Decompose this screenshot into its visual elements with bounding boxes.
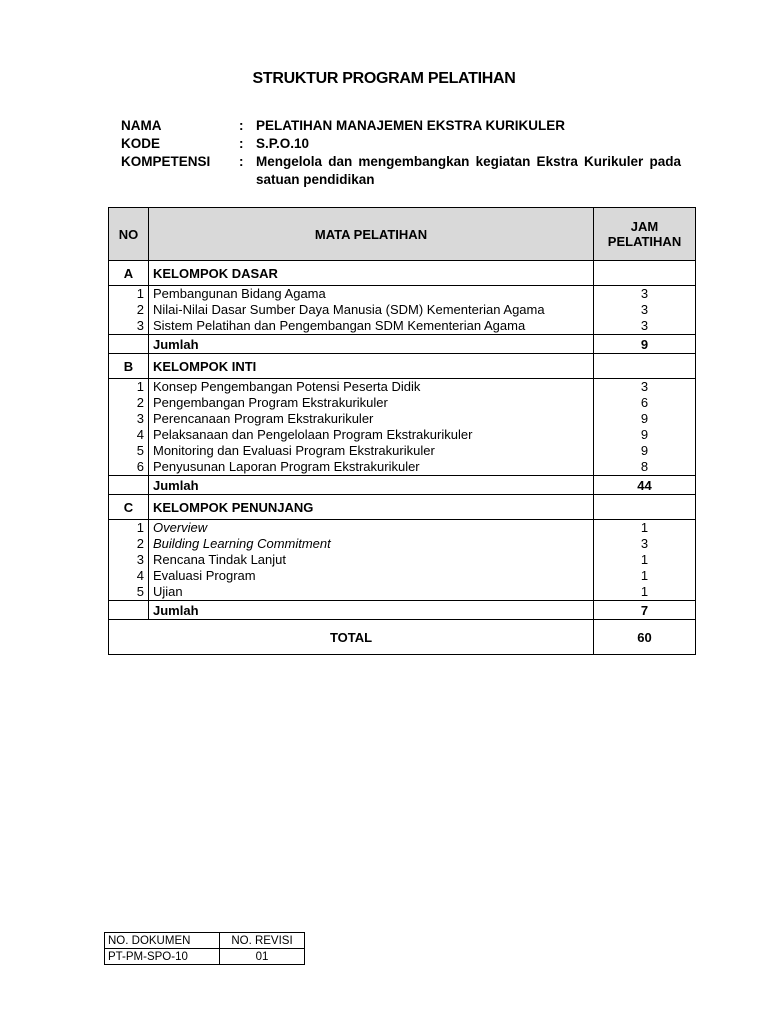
meta-row-kompetensi (121, 153, 681, 189)
table-row (109, 536, 696, 552)
item-jam: 6 (594, 395, 696, 411)
item-no: 3 (109, 318, 149, 335)
header-no: NO (109, 208, 149, 261)
item-jam: 3 (594, 536, 696, 552)
sum-no-empty (109, 601, 149, 620)
kode-value: S.P.O.10 (256, 136, 310, 151)
sum-value: 7 (594, 601, 696, 620)
table-row (109, 286, 696, 303)
item-jam: 1 (594, 552, 696, 568)
header-mata-pelatihan: MATA PELATIHAN (149, 208, 594, 261)
table-row (109, 584, 696, 601)
no-dokumen-value: PT-PM-SPO-10 (105, 949, 220, 965)
item-no: 2 (109, 395, 149, 411)
item-name: Pelaksanaan dan Pengelolaan Program Ekstrakurikuler (149, 427, 594, 443)
total-label: TOTAL (109, 620, 594, 655)
item-name: Overview (149, 520, 594, 537)
item-no: 3 (109, 411, 149, 427)
table-row (109, 520, 696, 537)
meta-row-kode (121, 135, 681, 153)
sum-value: 44 (594, 476, 696, 495)
colon: : (239, 118, 244, 133)
doc-info-header-row (105, 933, 305, 949)
sum-row (109, 476, 696, 495)
nama-value: PELATIHAN MANAJEMEN EKSTRA KURIKULER (256, 118, 566, 133)
group-name: KELOMPOK DASAR (149, 261, 594, 286)
sum-label: Jumlah (149, 601, 594, 620)
table-row (109, 443, 696, 459)
item-jam: 9 (594, 443, 696, 459)
item-jam: 9 (594, 411, 696, 427)
colon: : (239, 136, 244, 151)
group-jam-empty (594, 354, 696, 379)
no-dokumen-label: NO. DOKUMEN (105, 933, 220, 949)
item-jam: 3 (594, 286, 696, 303)
item-no: 1 (109, 286, 149, 303)
item-name: Pembangunan Bidang Agama (149, 286, 594, 303)
item-no: 3 (109, 552, 149, 568)
item-no: 1 (109, 520, 149, 537)
sum-no-empty (109, 335, 149, 354)
sum-label: Jumlah (149, 335, 594, 354)
item-name: Penyusunan Laporan Program Ekstrakurikuler (149, 459, 594, 476)
item-name: Building Learning Commitment (149, 536, 594, 552)
item-jam: 1 (594, 584, 696, 601)
item-jam: 8 (594, 459, 696, 476)
doc-info-value-row (105, 949, 305, 965)
group-jam-empty (594, 261, 696, 286)
item-name: Evaluasi Program (149, 568, 594, 584)
table-row (109, 379, 696, 396)
group-row (109, 261, 696, 286)
program-meta (121, 117, 681, 189)
item-no: 2 (109, 536, 149, 552)
no-revisi-value: 01 (220, 949, 305, 965)
item-name: Konsep Pengembangan Potensi Peserta Didik (149, 379, 594, 396)
sum-value: 9 (594, 335, 696, 354)
item-name: Pengembangan Program Ekstrakurikuler (149, 395, 594, 411)
table-body (109, 261, 696, 655)
item-jam: 3 (594, 379, 696, 396)
item-no: 2 (109, 302, 149, 318)
item-jam: 1 (594, 520, 696, 537)
item-no: 4 (109, 568, 149, 584)
table-row (109, 552, 696, 568)
table-row (109, 427, 696, 443)
item-jam: 3 (594, 318, 696, 335)
item-no: 1 (109, 379, 149, 396)
group-name: KELOMPOK PENUNJANG (149, 495, 594, 520)
table-row (109, 318, 696, 335)
meta-row-nama (121, 117, 681, 135)
group-name: KELOMPOK INTI (149, 354, 594, 379)
document-title: STRUKTUR PROGRAM PELATIHAN (252, 70, 516, 87)
table-row (109, 568, 696, 584)
table-row (109, 411, 696, 427)
item-name: Monitoring dan Evaluasi Program Ekstrakurikuler (149, 443, 594, 459)
item-name: Rencana Tindak Lanjut (149, 552, 594, 568)
no-revisi-label: NO. REVISI (220, 933, 305, 949)
document-info-table (104, 932, 305, 965)
table-row (109, 459, 696, 476)
group-row (109, 495, 696, 520)
sum-label: Jumlah (149, 476, 594, 495)
kode-label: KODE (121, 136, 161, 151)
kompetensi-value: Mengelola dan mengembangkan kegiatan Ekstra Kurikuler pada satuan pendidikan (256, 154, 681, 187)
item-name: Nilai-Nilai Dasar Sumber Daya Manusia (SDM) Kementerian Agama (149, 302, 594, 318)
group-code: C (109, 495, 149, 520)
kompetensi-label: KOMPETENSI (121, 154, 211, 169)
group-code: B (109, 354, 149, 379)
header-jam-pelatihan: JAM PELATIHAN (594, 208, 696, 261)
colon: : (239, 154, 244, 169)
table-header-row (109, 208, 696, 261)
sum-no-empty (109, 476, 149, 495)
item-name: Ujian (149, 584, 594, 601)
item-no: 6 (109, 459, 149, 476)
total-row (109, 620, 696, 655)
item-name: Sistem Pelatihan dan Pengembangan SDM Kementerian Agama (149, 318, 594, 335)
group-jam-empty (594, 495, 696, 520)
item-no: 5 (109, 443, 149, 459)
item-no: 5 (109, 584, 149, 601)
sum-row (109, 335, 696, 354)
group-row (109, 354, 696, 379)
sum-row (109, 601, 696, 620)
item-jam: 1 (594, 568, 696, 584)
item-jam: 3 (594, 302, 696, 318)
nama-label: NAMA (121, 118, 162, 133)
table-row (109, 302, 696, 318)
item-no: 4 (109, 427, 149, 443)
item-jam: 9 (594, 427, 696, 443)
training-structure-table (108, 207, 696, 655)
item-name: Perencanaan Program Ekstrakurikuler (149, 411, 594, 427)
total-value: 60 (594, 620, 696, 655)
group-code: A (109, 261, 149, 286)
table-row (109, 395, 696, 411)
